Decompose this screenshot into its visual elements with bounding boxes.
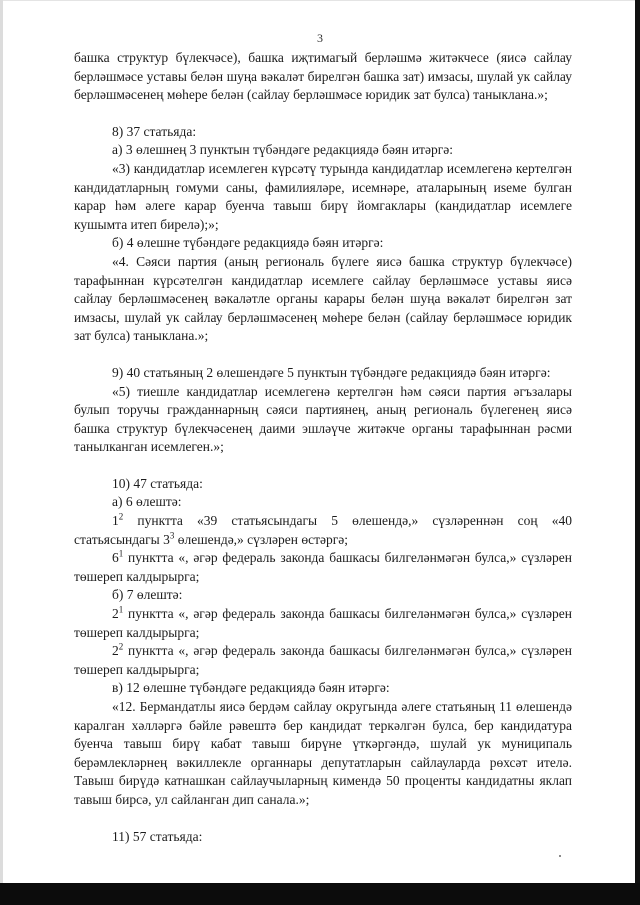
paragraph-quote-5: «5) тиешле кандидатлар исемлегенә кертелгән һәм сәяси партия әгъзалары булып торучы гражданнарның сәяси партиянең, аның региональ бүлегенең яисә башка структур бүлекчәсенең даими эшләүче житәкче органы тарафыннан рәсми танылканган исемлеген.»; xyxy=(74,383,572,455)
paragraph-point-1-2: $1^2$ пунктта «39 статьясындагы 5 өлешендә,» сүзләреннән соң «40 статьясындагы $3^3$ өлешендә,» сүзләрен өстәргә; xyxy=(74,511,572,547)
paragraph-item-11: 11) 57 статьяда: xyxy=(112,828,203,844)
paragraph-point-2-2: $2^2$ пунктта «, әгәр федераль законда башкасы билгеләнмәгән булса,» сүзләрен төшереп калдырырга; xyxy=(74,641,572,677)
paragraph-quote-3: «3) кандидатлар исемлеген күрсәтү турында кандидатлар исемлегенә кертелгән кандидатларның гомуми саны, фамилияләре, исемнәре, аталарының иseме булган карар һәм әлеге карар буенча тавыш бирү йомгаклары (кандидатлар исемлеге кушымта итеп бирелә);»; xyxy=(74,160,572,232)
paragraph-sub-a: а) 3 өлешнең 3 пунктын түбәндәге редакциядә бәян итәргә: xyxy=(112,142,453,158)
paragraph-sub-v-12: в) 12 өлешне түбәндәге редакциядә бәян итәргә: xyxy=(112,680,390,696)
paragraph-continuation: башка структур бүлекчәсе), башка иҗтимагый берләшмә житәкчесе (яисә сайлау берләшмәсе уставы белән шуңа вәкаләт бирелгән башка зат) имзасы, шулай ук сайлау берләшмәсенең мөһере белән (сайлау берләшмәсе юридик зат булса) таныклана.»; xyxy=(74,50,572,103)
document-body xyxy=(74,49,572,846)
paragraph-point-2-1: $2^1$ пунктта «, әгәр федераль законда башкасы билгеләнмәгән булса,» сүзләрен төшереп калдырырга; xyxy=(74,604,572,640)
paragraph-point-6-1: $6^1$ пунктта «, әгәр федераль законда башкасы билгеләнмәгән булса,» сүзләрен төшереп калдырырга; xyxy=(74,548,572,584)
scan-bottom-edge xyxy=(0,883,640,905)
scan-left-edge xyxy=(0,0,3,905)
paragraph-quote-4: «4. Сәяси партия (аның региональ бүлеге яисә башка структур бүлекчәсе) тарафыннан күрсәтелгән кандидатлар исемлеге сайлау берләшмәсе уставы яисә сайлау берләшмәсенең вәкаләтле органы карары белән шуңа вәкаләт бирелгән зат имзасы, шулай ук сайлау берләшмәсенең мөһере белән (сайлау берләшмәсе юридик зат булса) таныклана.»; xyxy=(74,253,572,344)
paragraph-item-10: 10) 47 статьяда: xyxy=(112,475,203,491)
paragraph-sub-b-7: б) 7 өлештә: xyxy=(112,587,183,603)
paragraph-quote-12: «12. Бермандатлы яисә бердәм сайлау округында әлеге статьяның 11 өлешендә каралган хәлләргә бәйле рәвештә бер кандидат теркәлгән булса, бер кандидатура буенча тавыш бирү кабат тавыш бирүне үткәргәндә, шулай ук муниципаль берәмлекләрнең вәкиллекле органнары депутатларын сайлауларда рөхсәт ителә. Тавыш бирүдә катнашкан сайлаучыларның кимендә 50 проценты кандидатны яклап тавыш бирсә, ул сайланган дип санала.»; xyxy=(74,699,572,807)
paragraph-item-8: 8) 37 статьяда: xyxy=(112,123,197,139)
scan-speck xyxy=(559,855,561,857)
scan-top-edge xyxy=(0,0,640,5)
paragraph-sub-b: б) 4 өлешне түбәндәге редакциядә бәян итәргә: xyxy=(112,235,384,251)
paragraph-item-9: 9) 40 статьяның 2 өлешендәге 5 пунктын түбәндәге редакциядә бәян итәргә: xyxy=(112,364,551,380)
page-number: 3 xyxy=(317,31,323,45)
paragraph-sub-a-6: а) 6 өлештә: xyxy=(112,494,182,510)
scan-right-edge xyxy=(635,0,640,905)
